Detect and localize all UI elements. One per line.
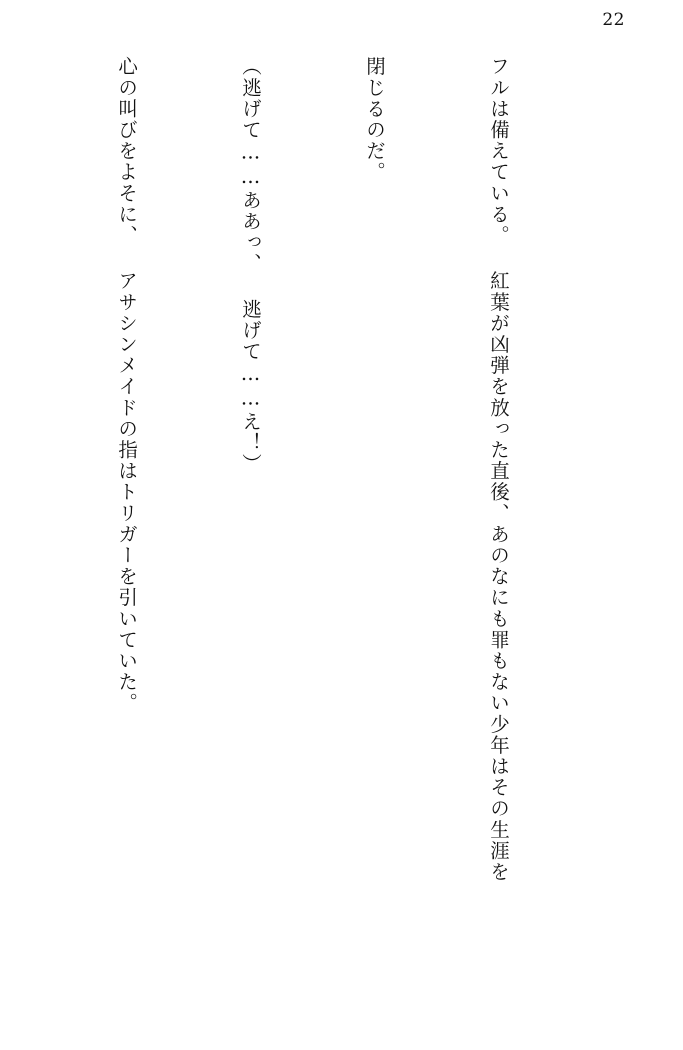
paragraph-1: フルは備えている。 紅葉が凶弾を放った直後、あのなにも罪もない少年はその生涯を xyxy=(487,56,511,883)
vertical-text-body xyxy=(42,56,643,1024)
paragraph-2: 閉じるのだ。 xyxy=(363,56,387,183)
paragraph-3: （逃げて……ああっ、 逃げて……え！） xyxy=(239,56,263,475)
page-number: 22 xyxy=(602,10,625,30)
paragraph-4: 心の叫びをよそに、 アサシンメイドの指はトリガーを引いていた。 xyxy=(115,56,139,714)
